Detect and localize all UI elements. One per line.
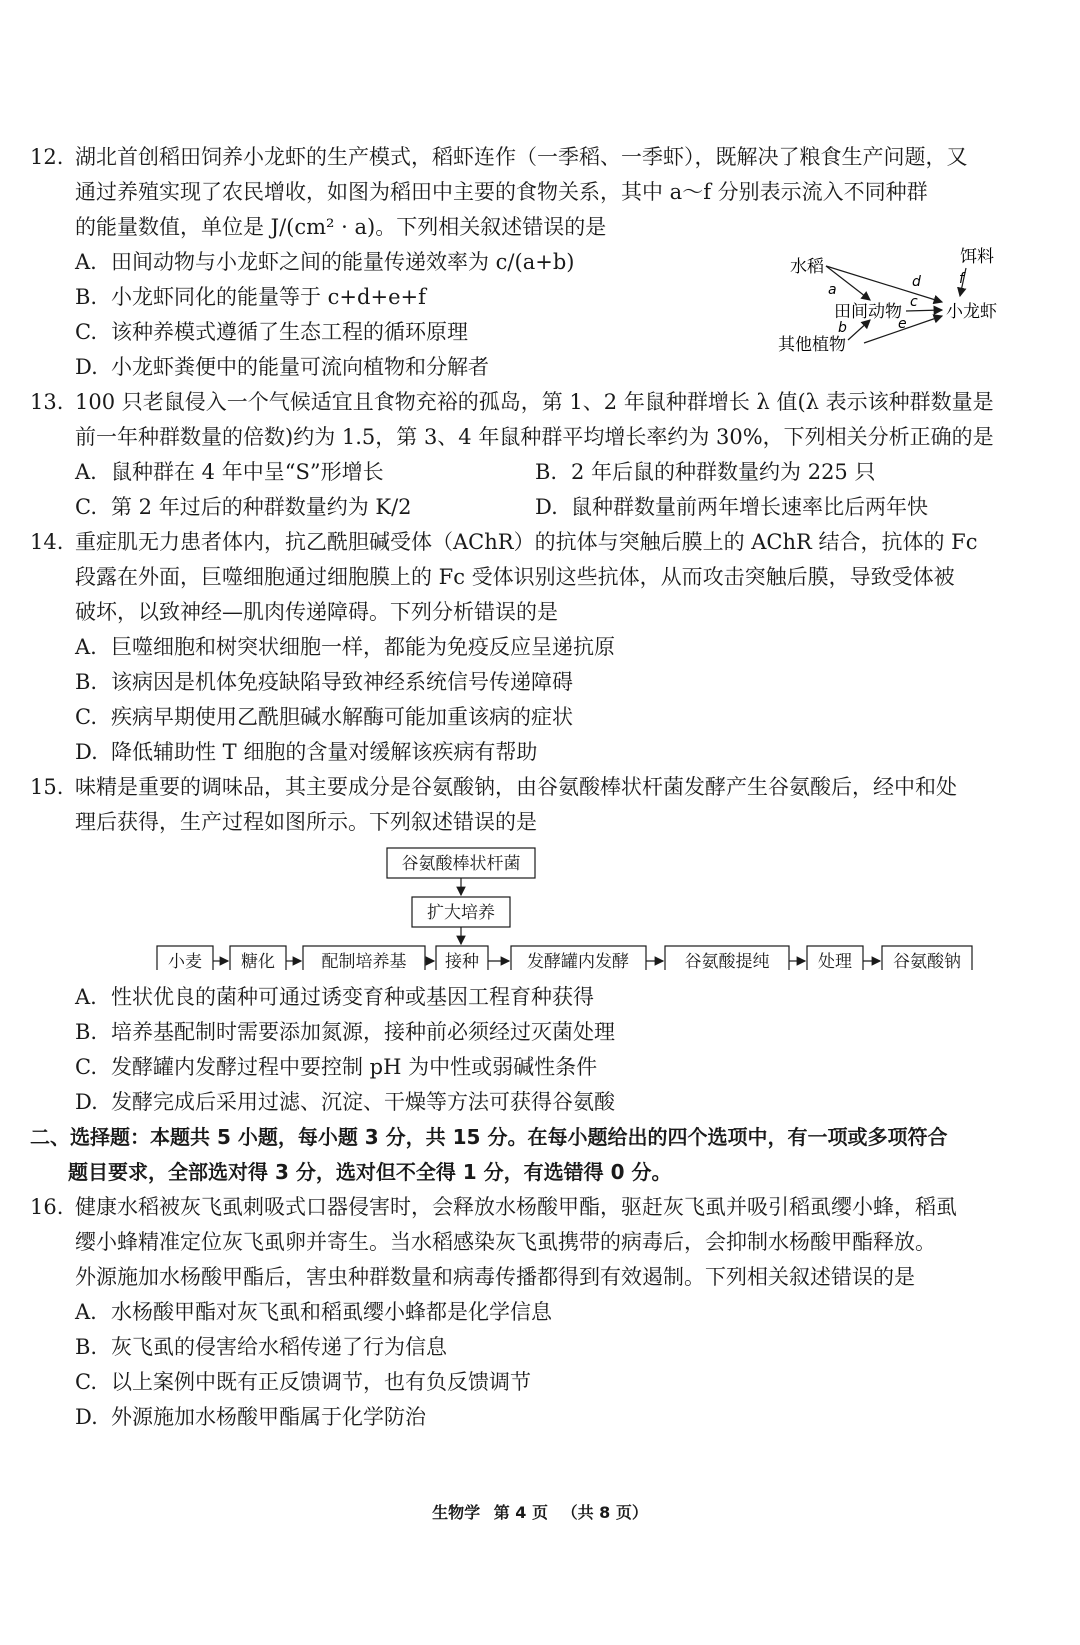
option-c: C. 疾病早期使用乙酰胆碱水解酶可能加重该病的症状 [75,705,573,729]
node-field-animals: 田间动物 [834,302,902,322]
section-2-instruction: 题目要求，全部选对得 3 分，选对但不全得 1 分，有选错得 0 分。 [68,1160,672,1184]
question-number: 16. [30,1195,64,1219]
food-web-diagram [770,240,1070,370]
footer-page-number: 第 4 页 [493,1503,548,1522]
option-a: A. 水杨酸甲酯对灰飞虱和稻虱缨小蜂都是化学信息 [75,1300,552,1324]
question-number: 14. [30,530,64,554]
option-a: A. 性状优良的菌种可通过诱变育种或基因工程育种获得 [75,985,594,1009]
page-footer [0,1500,1080,1523]
option-b: B. 小龙虾同化的能量等于 c+d+e+f [75,285,426,309]
option-c: C. 以上案例中既有正反馈调节，也有负反馈调节 [75,1370,531,1394]
flow-step-msg: 谷氨酸钠 [893,952,961,970]
option-c: C. 发酵罐内发酵过程中要控制 pH 为中性或弱碱性条件 [75,1055,598,1079]
option-d: D. 外源施加水杨酸甲酯属于化学防治 [75,1405,426,1429]
option-b: B. 2 年后鼠的种群数量约为 225 只 [535,460,876,484]
option-b: B. 培养基配制时需要添加氮源，接种前必须经过灭菌处理 [75,1020,615,1044]
footer-subject: 生物学 [432,1503,481,1522]
node-rice: 水稻 [790,257,824,277]
question-number: 13. [30,390,64,414]
question-text-line: 100 只老鼠侵入一个气候适宜且食物充裕的孤岛，第 1、2 年鼠种群增长 λ 值(λ 表示该种群数量是 [75,390,994,414]
label-a: a [828,282,837,298]
footer-total-pages: （共 8 页） [561,1503,648,1522]
flow-step-purification: 谷氨酸提纯 [684,952,770,970]
flow-step-saccharification: 糖化 [241,952,275,970]
question-text-line: 段露在外面，巨噬细胞通过细胞膜上的 Fc 受体识别这些抗体，从而攻击突触后膜，导致受体被 [75,565,955,589]
option-b: B. 该病因是机体免疫缺陷导致神经系统信号传递障碍 [75,670,573,694]
node-crayfish: 小龙虾 [946,302,997,322]
option-d: D. 小龙虾粪便中的能量可流向植物和分解者 [75,355,489,379]
option-a: A. 巨噬细胞和树突状细胞一样，都能为免疫反应呈递抗原 [75,635,615,659]
option-c: C. 该种养模式遵循了生态工程的循环原理 [75,320,468,344]
question-number: 12. [30,145,64,169]
question-text-line: 缨小蜂精准定位灰飞虱卵并寄生。当水稻感染灰飞虱携带的病毒后，会抑制水杨酸甲酯释放。 [75,1230,936,1254]
question-text-line: 的能量数值，单位是 J/(cm² · a)。下列相关叙述错误的是 [75,215,607,239]
flow-step-treatment: 处理 [818,952,852,970]
option-c: C. 第 2 年过后的种群数量约为 K/2 [75,495,412,519]
option-b: B. 灰飞虱的侵害给水稻传递了行为信息 [75,1335,447,1359]
question-text-line: 湖北首创稻田饲养小龙虾的生产模式，稻虾连作（一季稻、一季虾），既解决了粮食生产问题，又 [75,145,968,169]
flow-step-medium: 配制培养基 [321,952,407,970]
flow-expand-culture: 扩大培养 [427,903,495,923]
question-text-line: 味精是重要的调味品，其主要成分是谷氨酸钠，由谷氨酸棒状杆菌发酵产生谷氨酸后，经中和处 [75,775,957,799]
node-other-plants: 其他植物 [778,335,846,355]
question-text-line: 健康水稻被灰飞虱刺吸式口器侵害时，会释放水杨酸甲酯，驱赶灰飞虱并吸引稻虱缨小蜂，稻虱 [75,1195,957,1219]
option-d: D. 发酵完成后采用过滤、沉淀、干燥等方法可获得谷氨酸 [75,1090,615,1114]
question-number: 15. [30,775,64,799]
section-2-instruction: 二、选择题：本题共 5 小题，每小题 3 分，共 15 分。在每小题给出的四个选项中，有一项或多项符合 [30,1125,948,1149]
label-d: d [912,274,921,290]
question-text-line: 破坏，以致神经—肌肉传递障碍。下列分析错误的是 [75,600,558,624]
label-c: c [910,294,918,310]
label-e: e [898,316,907,332]
option-a: A. 田间动物与小龙虾之间的能量传递效率为 c/(a+b) [75,250,575,274]
flow-step-wheat: 小麦 [168,952,202,970]
flow-step-fermentation: 发酵罐内发酵 [527,952,629,970]
question-text-line: 理后获得，生产过程如图所示。下列叙述错误的是 [75,810,537,834]
question-text-line: 前一年种群数量的倍数)约为 1.5，第 3、4 年鼠种群平均增长率约为 30%，下列相关分析正确的是 [75,425,994,449]
production-flowchart [0,840,1080,970]
question-text-line: 重症肌无力患者体内，抗乙酰胆碱受体（AChR）的抗体与突触后膜上的 AChR 结合，抗体的 Fc [75,530,978,554]
flow-bacteria: 谷氨酸棒状杆菌 [401,854,521,874]
option-a: A. 鼠种群在 4 年中呈“S”形增长 [75,460,384,484]
label-f: f [959,271,964,287]
question-text-line: 通过养殖实现了农民增收，如图为稻田中主要的食物关系，其中 a～f 分别表示流入不同种群 [75,180,928,204]
option-d: D. 降低辅助性 T 细胞的含量对缓解该疾病有帮助 [75,740,538,764]
node-feed: 饵料 [960,247,994,267]
flow-step-inoculation: 接种 [445,952,479,970]
question-text-line: 外源施加水杨酸甲酯后，害虫种群数量和病毒传播都得到有效遏制。下列相关叙述错误的是 [75,1265,915,1289]
label-b: b [838,320,847,336]
option-d: D. 鼠种群数量前两年增长速率比后两年快 [535,495,928,519]
